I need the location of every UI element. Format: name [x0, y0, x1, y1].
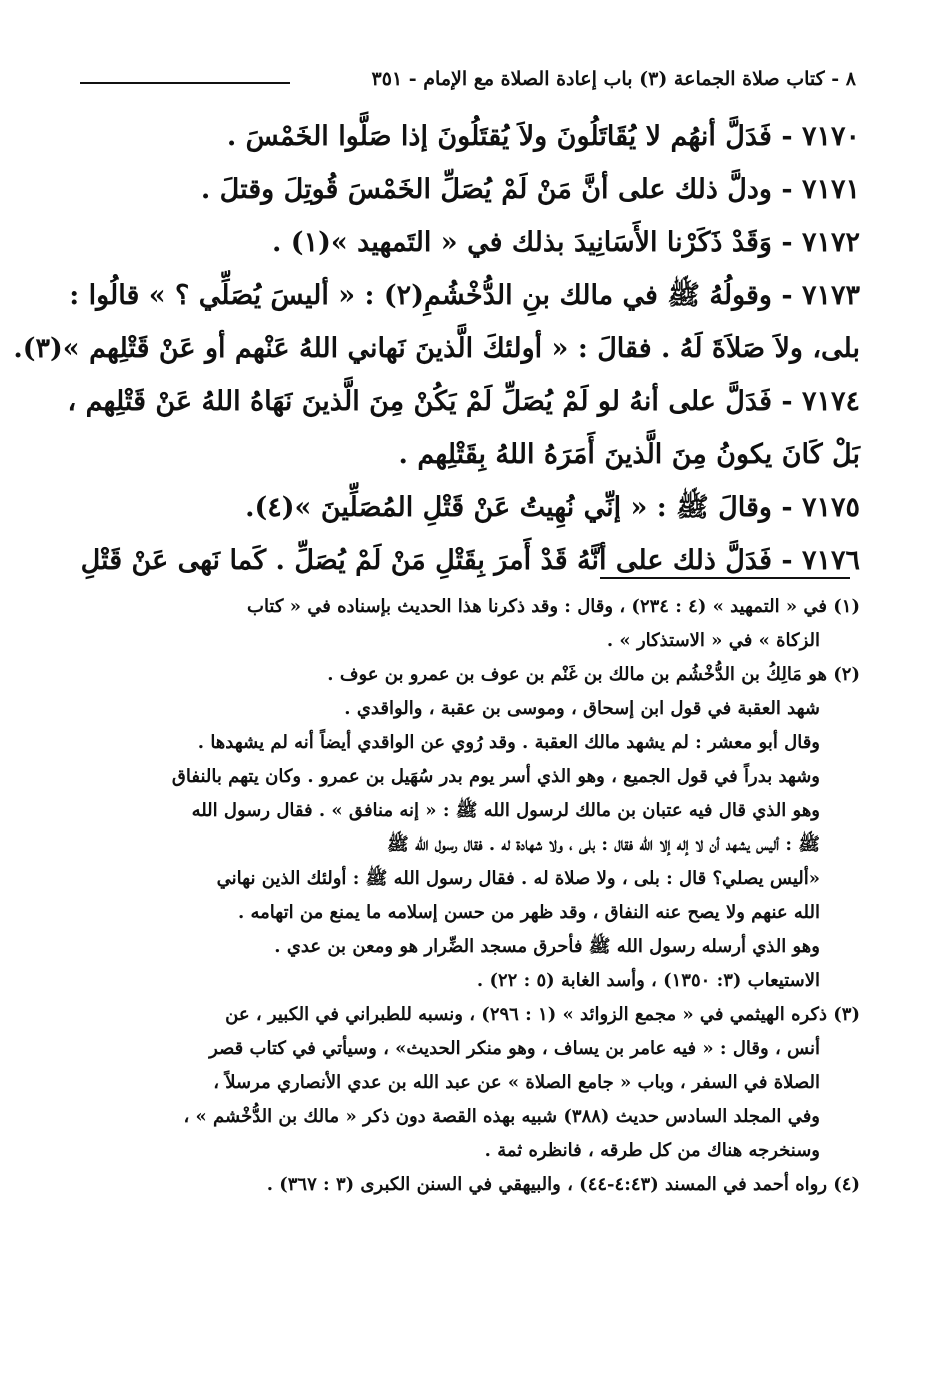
footnote-line: الزكاة » في « الاستذكار » . [606, 630, 820, 651]
footnote-line: الله عنهم ولا يصح عنه النفاق ، وقد ظهر من حسن إسلامه ما يمنع من اتهامه . [237, 902, 820, 923]
footnote-line: شهد العقبة في قول ابن إسحاق ، وموسى بن عقبة ، والواقدي . [344, 698, 820, 719]
main-line: ٧١٧٣ - وقولُهُ ﷺ في مالك بنِ الدُّخْشُمِ(٢) : « أليسَ يُصَلِّي ؟ » قالُوا : [69, 280, 860, 311]
main-line: ٧١٧٦ - فَدَلَّ ذلك على أنَّهُ قَدْ أَمرَ بِقَتْلِ مَنْ لَمْ يُصَلِّ . كَما نَهى عَنْ قَتْلِ [80, 545, 860, 576]
main-text [13, 110, 860, 587]
footnote-line: (٢) هو مَالِكُ بن الدُّخْشُم بن مالك بن غَنْم بن عوف بن عمرو بن عوف . [327, 664, 860, 685]
main-line: ٧١٧٠ - فَدَلَّ أنهُم لا يُقَاتَلُونَ ولاَ يُقتَلُونَ إذا صَلَّوا الخَمْسَ . [226, 121, 860, 152]
footnote-line: وقال أبو معشر : لم يشهد مالك العقبة . وقد رُوي عن الواقدي أيضاً أنه لم يشهدها . [197, 732, 820, 753]
footnote-line: ﷺ : أليس يشهد أن لا إله إلا الله فقال : بلى ، ولا شهادة له . فقال رسول الله ﷺ [386, 834, 820, 855]
footnotes [70, 590, 860, 1202]
footnote-line: «أليس يصلي؟ قال : بلى ، ولا صلاة له . فقال رسول الله ﷺ : أولئك الذين نهاني [216, 868, 820, 889]
running-header [80, 62, 856, 96]
footnote-line: وفي المجلد السادس حديث (٣٨٨) شبيه بهذه القصة دون ذكر « مالك بن الدُّخْشم » ، [183, 1106, 820, 1127]
header-rule [80, 82, 290, 84]
header-text: ٨ - كتاب صلاة الجماعة (٣) باب إعادة الصلاة مع الإمام - ٣٥١ [371, 68, 856, 90]
main-line: ٧١٧٢ - وَقَدْ ذَكَرْنا الأَسَانِيدَ بذلك في « التَمهيد »(١) . [272, 227, 860, 258]
footnote-line: (٤) رواه أحمد في المسند (٤:٤٣-٤٤) ، والبيهقي في السنن الكبرى (٣ : ٣٦٧) . [266, 1174, 860, 1195]
footnote-line: وشهد بدراً في قول الجميع ، وهو الذي أسر يوم بدر سُهَيل بن عمرو . وكان يتهم بالنفاق [171, 766, 820, 787]
footnote-line: وهو الذي قال فيه عتبان بن مالك لرسول الله ﷺ : « إنه منافق » . فقال رسول الله [191, 800, 820, 821]
main-line: بَلْ كَانَ يكونُ مِنَ الَّذينَ أَمَرَهُ اللهُ بِقَتْلِهم . [398, 439, 860, 470]
footnote-line: الصلاة في السفر ، وباب « جامع الصلاة » عن عبد الله بن عدي الأنصاري مرسلاً ، [213, 1072, 820, 1093]
footnote-line: (٣) ذكره الهيثمي في « مجمع الزوائد » (١ : ٢٩٦) ، ونسبه للطبراني في الكبير ، عن [225, 1004, 860, 1025]
footnote-line: وسنخرجه هناك من كل طرقه ، فانظره ثمة . [484, 1140, 820, 1161]
footnote-line: وهو الذي أرسله رسول الله ﷺ فأحرق مسجد الضِّرار هو ومعن بن عدي . [274, 936, 820, 957]
footnote-line: أنس ، وقال : « فيه عامر بن يساف ، وهو منكر الحديث» ، وسيأتي في كتاب قصر [209, 1038, 820, 1059]
main-line: بلى، ولاَ صَلاَةَ لَهُ . فقالَ : « أولئكَ الَّذينَ نَهاني اللهُ عَنْهم أو عَنْ قَتْلِهم »(٣). [13, 333, 860, 364]
footnote-line: (١) في « التمهيد » (٤ : ٢٣٤) ، وقال : وقد ذكرنا هذا الحديث بإسناده في « كتاب [247, 596, 860, 617]
main-line: ٧١٧٤ - فَدَلَّ على أنهُ لو لَمْ يُصَلِّ لَمْ يَكُنْ مِنَ الَّذينَ نَهَاهُ اللهُ عَنْ قَتْلِهم ، [67, 386, 860, 417]
main-line: ٧١٧٥ - وقالَ ﷺ : « إنِّي نُهِيتُ عَنْ قَتْلِ المُصَلِّينَ »(٤). [245, 492, 860, 523]
footnote-separator [600, 577, 850, 579]
footnote-line: الاستيعاب (٣: ١٣٥٠) ، وأسد الغابة (٥ : ٢٢) . [476, 970, 820, 991]
main-line: ٧١٧١ - ودلَّ ذلك على أنَّ مَنْ لَمْ يُصَلِّ الخَمْسَ قُوتِلَ وقتلَ . [200, 174, 860, 205]
